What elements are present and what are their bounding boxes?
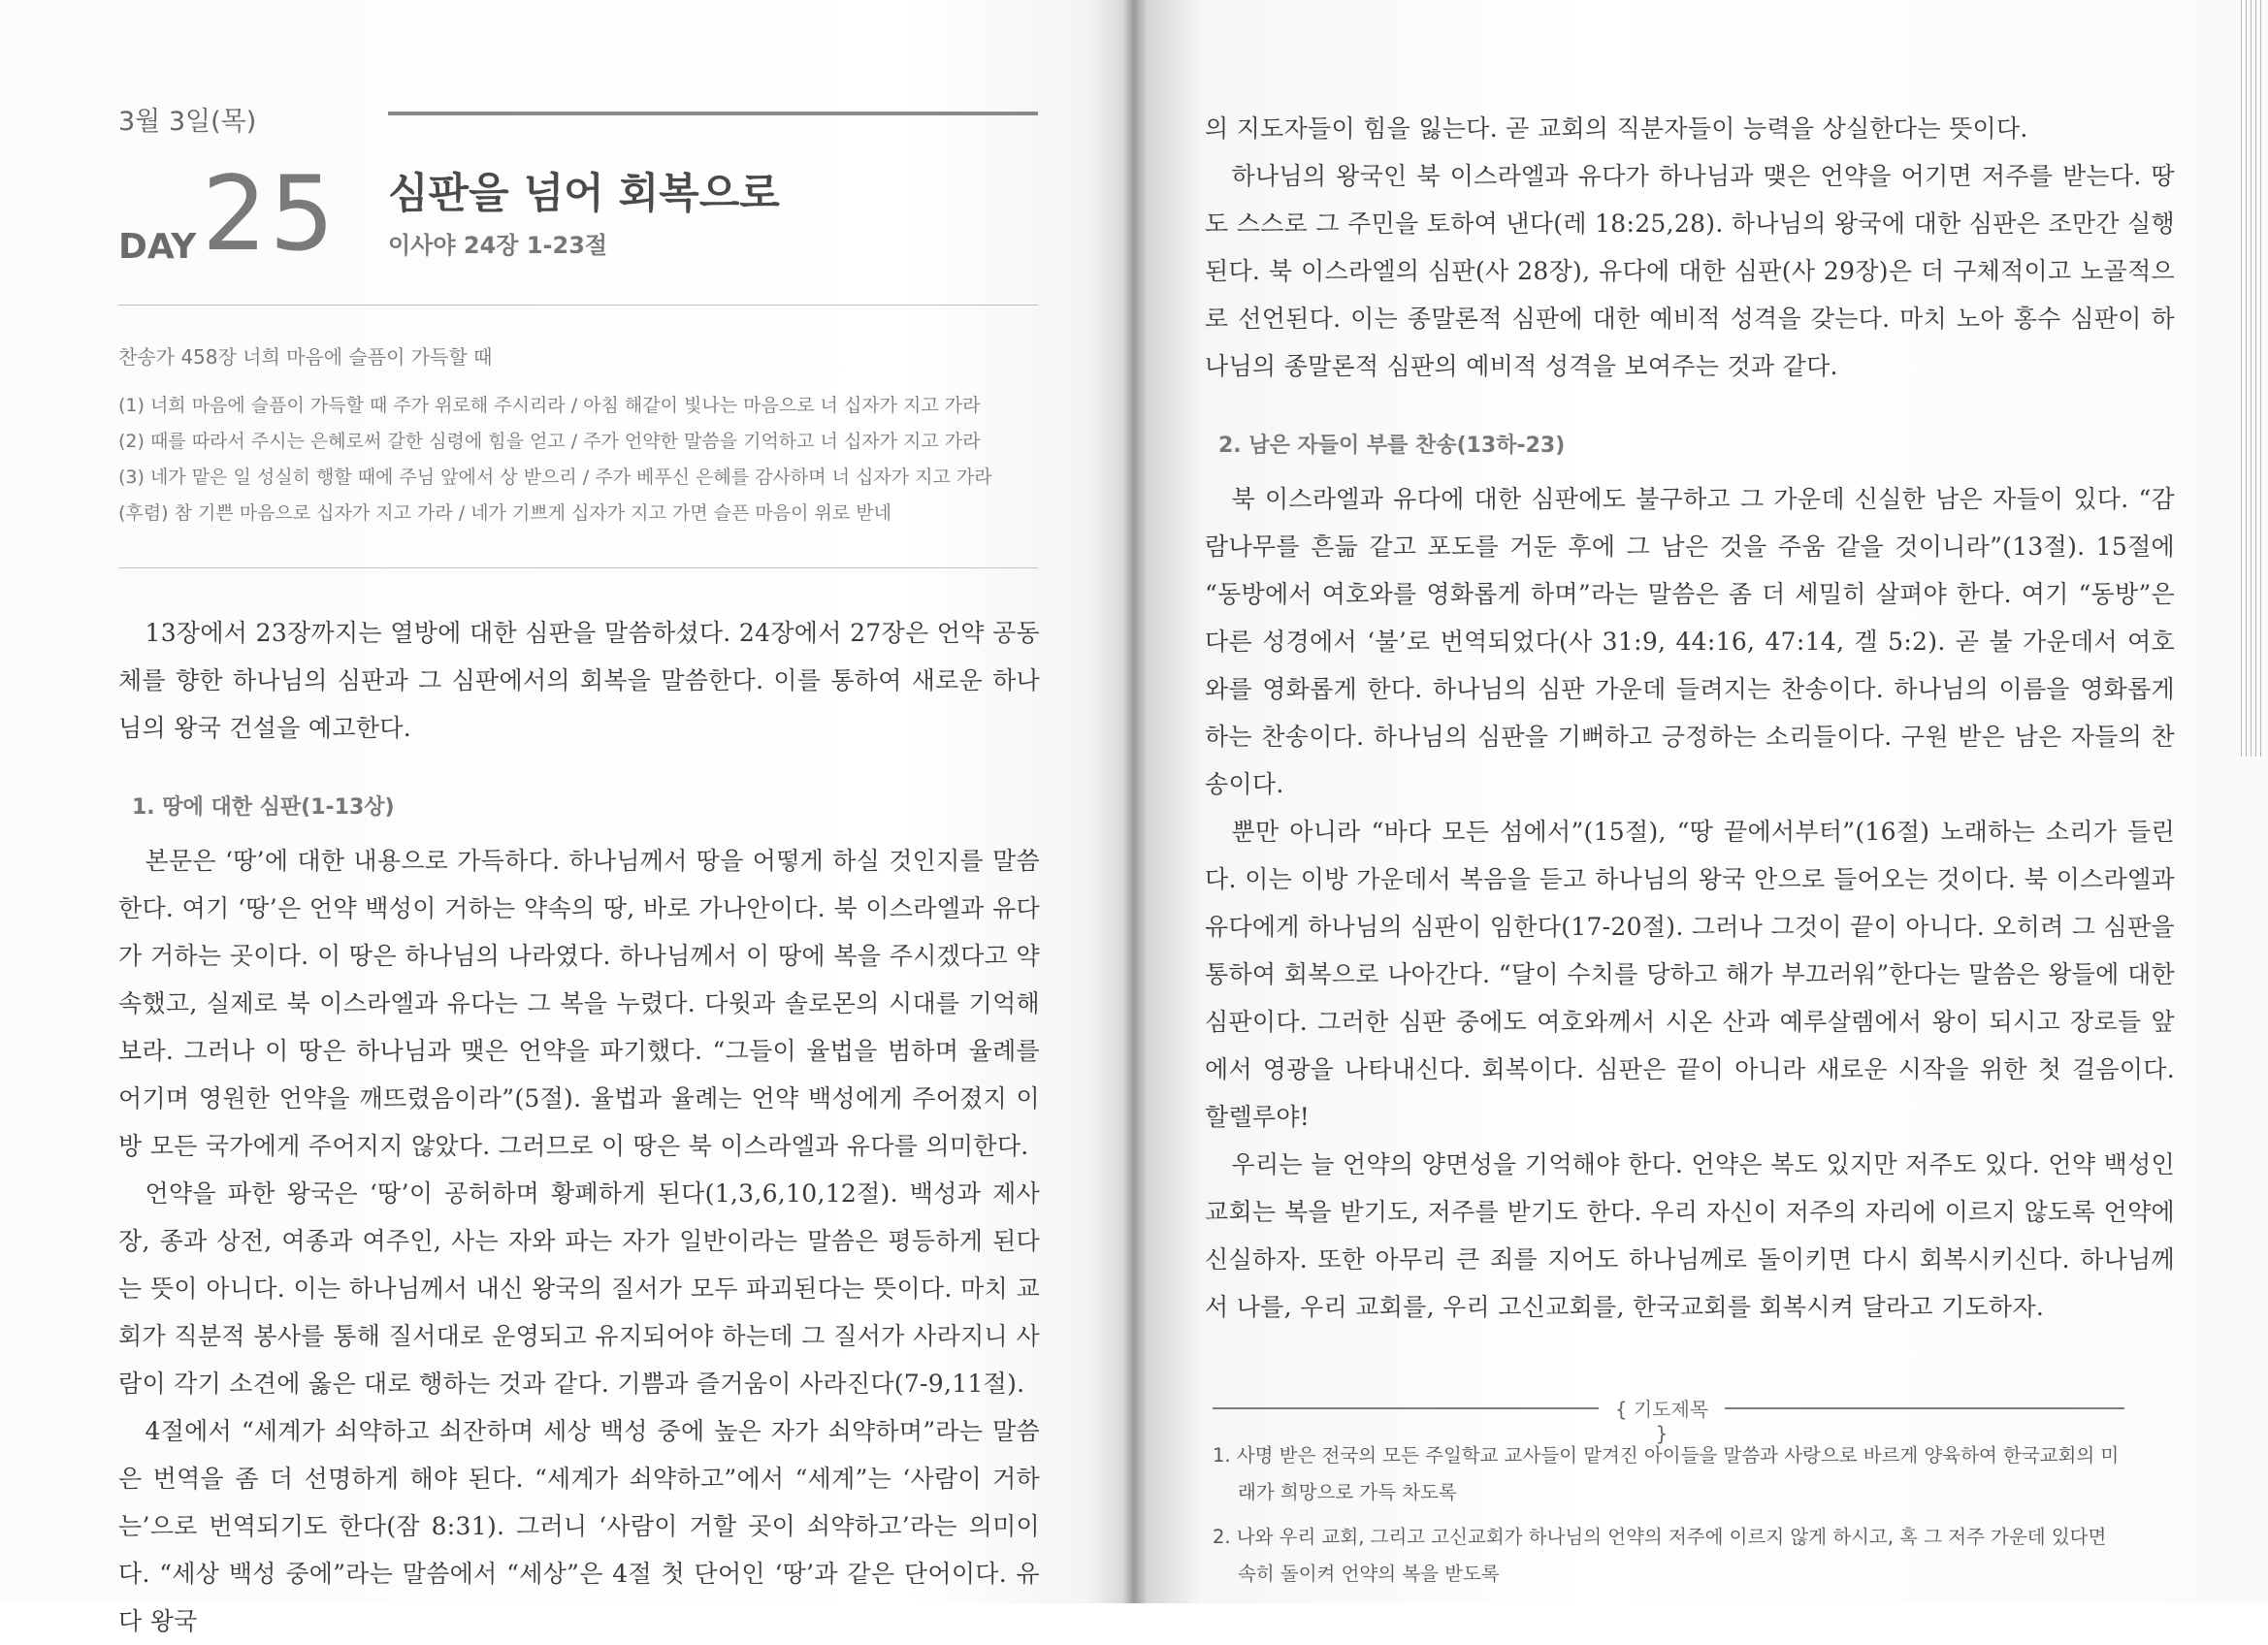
body-paragraph: 4절에서 “세계가 쇠약하고 쇠잔하며 세상 백성 중에 높은 자가 쇠약하며”라는 말씀은 번역을 좀 더 선명하게 해야 된다. “세계가 쇠약하고”에서 “세계”는 ‘사람이 거하는’으로 번역되기도 한다(잠 8:31). 그러니 ‘사람이 거할 곳이 쇠약하고’라는 의미이다. “세상 백성 중에”라는 말씀에서 “세상”은 4절 첫 단어인 ‘땅’과 같은 단어이다. 유다 왕국 — [118, 1417, 1040, 1635]
divider — [118, 567, 1038, 568]
section-heading-1: 1. 땅에 대한 심판(1-13상) — [132, 795, 395, 820]
hymn-line: (1) 너희 마음에 슬픔이 가득할 때 주가 위로해 주시리라 / 아침 해같이 빛나는 마음으로 너 십자가 지고 가라 — [118, 395, 981, 416]
section-heading-2: 2. 남은 자들이 부를 찬송(13하-23) — [1218, 434, 1566, 458]
page-title: 심판을 넘어 회복으로 — [388, 170, 780, 218]
body-paragraph: 언약을 파한 왕국은 ‘땅’이 공허하며 황폐하게 된다(1,3,6,10,12절). 백성과 제사장, 종과 상전, 여종과 여주인, 사는 자와 파는 자가 일반이라는 말씀은 평등하게 된다는 뜻이 아니다. 이는 하나님께서 내신 왕국의 질서가 모두 파괴된다는 뜻이다. 마치 교회가 직분적 봉사를 통해 질서대로 운영되고 유지되어야 하는데 그 질서가 사라지니 사람이 각기 소견에 옳은 대로 행하는 것과 같다. 기쁨과 즐거움이 사라진다(7-9,11절). — [118, 1179, 1040, 1398]
hymn-line: (후렴) 참 기쁜 마음으로 십자가 지고 가라 / 네가 기쁘게 십자가 지고 가면 슬픈 마음이 위로 받네 — [118, 502, 891, 524]
prayer-list — [1213, 1437, 2129, 1600]
prayer-header — [1213, 1394, 2124, 1445]
continuation-text: 의 지도자들이 힘을 잃는다. 곧 교회의 직분자들이 능력을 상실한다는 뜻이다. — [1205, 114, 2028, 143]
hymn-line: (3) 네가 맡은 일 성실히 행할 때에 주님 앞에서 상 받으리 / 주가 베푸신 은혜를 감사하며 너 십자가 지고 가라 — [118, 467, 992, 488]
body-paragraph: 북 이스라엘과 유다에 대한 심판에도 불구하고 그 가운데 신실한 남은 자들이 있다. “감람나무를 흔듦 같고 포도를 거둔 후에 그 남은 것을 주움 같을 것이니라”(13절). 15절에 “동방에서 여호와를 영화롭게 하며”라는 말씀은 좀 더 세밀히 살펴야 한다. 여기 “동방”은 다른 성경에서 ‘불’로 번역되었다(사 31:9, 44:16, 47:14, 겔 5:2). 곧 불 가운데서 여호와를 영화롭게 한다. 하나님의 심판 가운데 들려지는 찬송이다. 하나님의 이름을 영화롭게 하는 찬송이다. 하나님의 심판을 기뻐하고 긍정하는 소리들이다. 구원 받은 남은 자들의 찬송이다. — [1205, 485, 2175, 798]
left-page — [0, 0, 1125, 1635]
prayer-item: 2. 나와 우리 교회, 그리고 고신교회가 하나님의 언약의 저주에 이르지 않게 하시고, 혹 그 저주 가운데 있다면 속히 돌이켜 언약의 복을 받도록 — [1213, 1526, 2107, 1585]
body-paragraph: 뿐만 아니라 “바다 모든 섬에서”(15절), “땅 끝에서부터”(16절) 노래하는 소리가 들린다. 이는 이방 가운데서 복음을 듣고 하나님의 왕국 안으로 들어오는 것이다. 북 이스라엘과 유다에게 하나님의 심판이 임한다(17-20절). 그러나 그것이 끝이 아니다. 오히려 그 심판을 통하여 회복으로 나아간다. “달이 수치를 당하고 해가 부끄러워”한다는 말씀은 왕들에 대한 심판이다. 그러한 심판 중에도 여호와께서 시온 산과 예루살렘에서 왕이 되시고 장로들 앞에서 영광을 나타내신다. 회복이다. 심판은 끝이 아니라 새로운 시작을 위한 첫 걸음이다. 할렐루야! — [1205, 818, 2175, 1131]
header-rule — [388, 112, 1038, 115]
scripture-reference: 이사야 24장 1-23절 — [388, 232, 608, 259]
body-paragraph: 하나님의 왕국인 북 이스라엘과 유다가 하나님과 맺은 언약을 어기면 저주를 받는다. 땅도 스스로 그 주민을 토하여 낸다(레 18:25,28). 하나님의 왕국에 대한 심판은 조만간 실행된다. 북 이스라엘의 심판(사 28장), 유다에 대한 심판(사 29장)은 더 구체적이고 노골적으로 선언된다. 이는 종말론적 심판에 대한 예비적 성격을 갖는다. 마치 노아 홍수 심판이 하나님의 종말론적 심판의 예비적 성격을 보여주는 것과 같다. — [1205, 162, 2175, 380]
prayer-rule-left — [1213, 1407, 1599, 1409]
day-label: DAY — [118, 227, 197, 267]
hymn-block — [118, 341, 1040, 534]
prayer-rule-right — [1725, 1407, 2124, 1409]
hymn-title: 찬송가 458장 너희 마음에 슬픔이 가득할 때 — [118, 345, 493, 369]
right-body-text — [1205, 105, 2175, 1331]
day-number: 25 — [202, 154, 337, 274]
hymn-line: (2) 때를 따라서 주시는 은혜로써 갈한 심령에 힘을 얻고 / 주가 언약한 말씀을 기억하고 너 십자가 지고 가라 — [118, 431, 981, 452]
divider — [118, 305, 1038, 306]
intro-paragraph: 13장에서 23장까지는 열방에 대한 심판을 말씀하셨다. 24장에서 27장은 언약 공동체를 향한 하나님의 심판과 그 심판에서의 회복을 말씀한다. 이를 통하여 새로운 하나님의 왕국 건설을 예고한다. — [118, 619, 1040, 742]
body-paragraph: 본문은 ‘땅’에 대한 내용으로 가득하다. 하나님께서 땅을 어떻게 하실 것인지를 말씀한다. 여기 ‘땅’은 언약 백성이 거하는 약속의 땅, 바로 가나안이다. 북 이스라엘과 유다가 거하는 곳이다. 이 땅은 하나님의 나라였다. 하나님께서 이 땅에 복을 주시겠다고 약속했고, 실제로 북 이스라엘과 유다는 그 복을 누렸다. 다윗과 솔로몬의 시대를 기억해 보라. 그러나 이 땅은 하나님과 맺은 언약을 파기했다. “그들이 율법을 범하며 율례를 어기며 영원한 언약을 깨뜨렸음이라”(5절). 율법과 율례는 언약 백성에게 주어졌지 이방 모든 국가에게 주어지지 않았다. 그러므로 이 땅은 북 이스라엘과 유다를 의미한다. — [118, 847, 1040, 1160]
devotional-date: 3월 3일(목) — [118, 107, 257, 137]
body-paragraph: 우리는 늘 언약의 양면성을 기억해야 한다. 언약은 복도 있지만 저주도 있다. 언약 백성인 교회는 복을 받기도, 저주를 받기도 한다. 우리 자신이 저주의 자리에 이르지 않도록 언약에 신실하자. 또한 아무리 큰 죄를 지어도 하나님께로 돌이키면 다시 회복시키신다. 하나님께서 나를, 우리 교회를, 우리 고신교회를, 한국교회를 회복시켜 달라고 기도하자. — [1205, 1150, 2175, 1321]
prayer-item: 1. 사명 받은 전국의 모든 주일학교 교사들이 맡겨진 아이들을 말씀과 사랑으로 바르게 양육하여 한국교회의 미래가 희망으로 가득 차도록 — [1213, 1444, 2120, 1503]
page-edge-lines — [2239, 0, 2262, 757]
left-body-text — [118, 609, 1040, 1645]
prayer-title: { 기도제목 } — [1614, 1398, 1709, 1445]
right-page — [1145, 0, 2268, 1603]
